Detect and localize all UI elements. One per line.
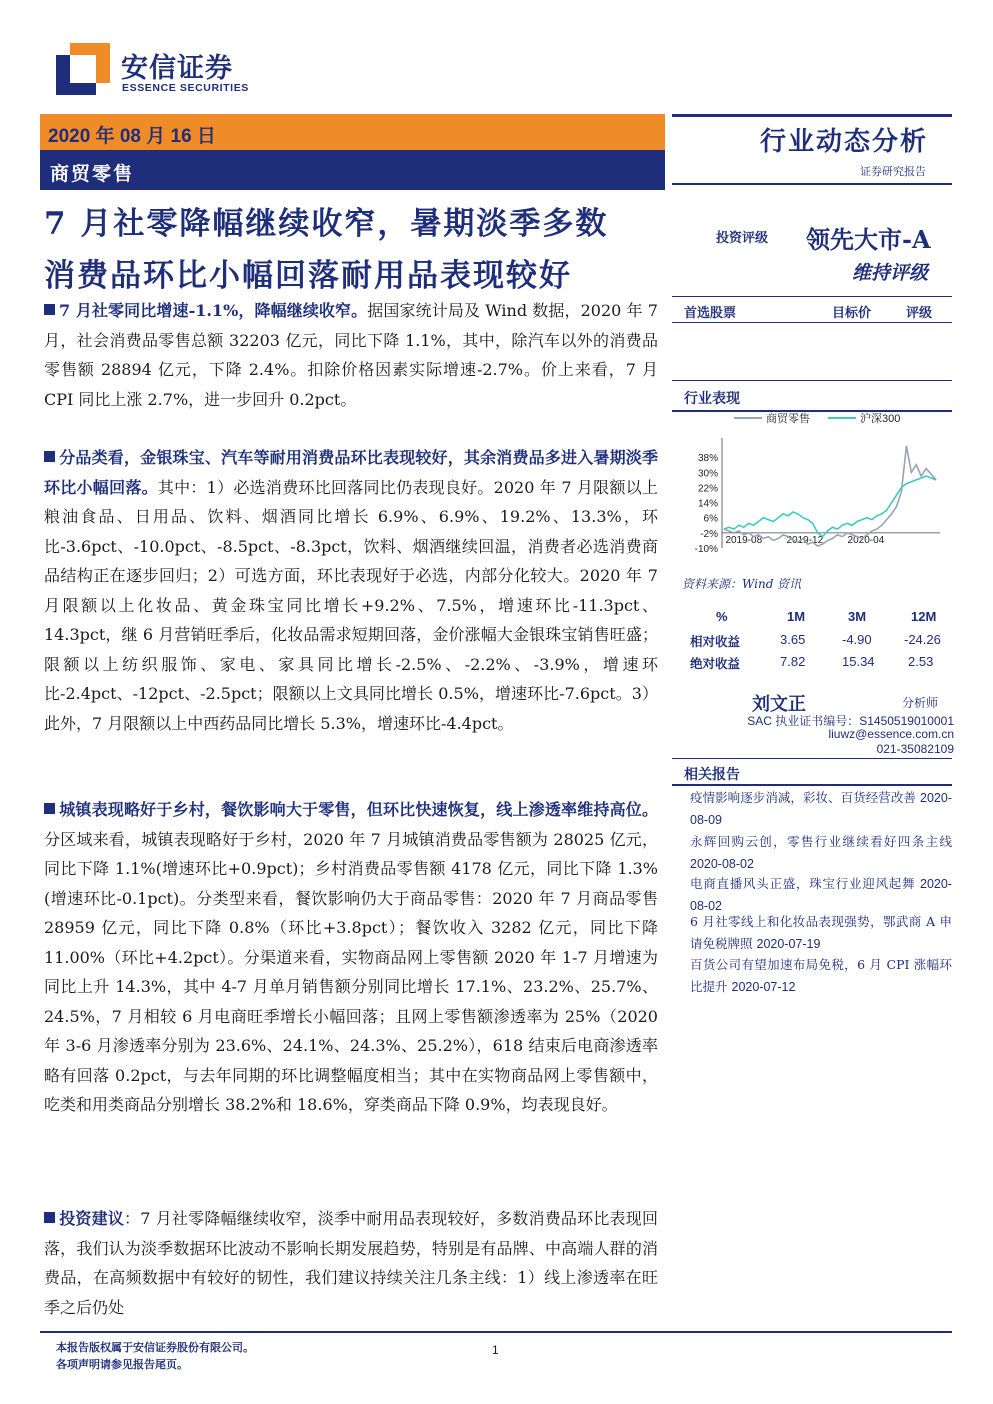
related-report-date: 2020-08-02 — [690, 857, 754, 871]
related-report-date: 2020-08-02 — [690, 877, 952, 913]
sector-name: 商贸零售 — [50, 163, 135, 185]
analyst-email[interactable]: liuwz@essence.com.cn — [828, 727, 954, 741]
footer-copyright: 本报告版权属于安信证券股份有限公司。 — [56, 1341, 254, 1354]
paragraph-text: 其中：1）必选消费环比回落同比仍表现良好。2020 年 7 月限额以上粮油食品、日用品、饮料、烟酒同比增长 6.9%、6.9%、19.2%、13.3%，环比-3.6pct、-10.0pct、-8.5pct、-8.3pct，饮料、烟酒继续回温，消费者必选消费商品结构正在逐步回归；2）可选方面，环比表现好于必选，内部分化较大。2020 年 7 月限额以上化妆品、黄金珠宝同比增长+9.2%、7.5%，增速环比-11.3pct、14.3pct，继 6 月营销旺季后，化妆品需求短期回落，金价涨幅大金银珠宝销售旺盛；限额以上纺织服饰、家电、家具同比增长-2.5%、-2.2%、-3.9%，增速环比-2.4pct、-12pct、-2.5pct；限额以上文具同比增长 0.5%，增速环比-7.6pct。3）此外，7 月限额以上中西药品同比增长 5.3%，增速环比-4.4pct。 — [44, 477, 658, 733]
related-report-title: 疫情影响逐步消减，彩妆、百货经营改善 — [690, 790, 916, 805]
bullet-square-icon — [44, 304, 55, 315]
report-title-line-2: 消费品环比小幅回落耐用品表现较好 — [44, 258, 572, 294]
related-report-item[interactable] — [690, 787, 952, 831]
returns-cell: -4.90 — [842, 632, 872, 647]
divider — [672, 784, 952, 786]
x-tick-label: 2019-08 — [725, 534, 763, 546]
y-tick-label: 30% — [697, 468, 718, 480]
x-tick-label: 2019-12 — [786, 534, 824, 546]
related-report-item[interactable] — [690, 954, 952, 998]
returns-row-label: 绝对收益 — [690, 656, 741, 671]
stocks-col-target: 目标价 — [832, 306, 872, 321]
related-report-date: 2020-08-09 — [690, 791, 952, 827]
divider — [672, 380, 952, 381]
related-report-date: 2020-07-12 — [731, 980, 796, 994]
rating-value: 领先大市-A — [806, 225, 931, 254]
paragraph-heading: 投资建议 — [59, 1209, 125, 1228]
footer-disclaimer: 各项声明请参见报告尾页。 — [56, 1358, 188, 1371]
body-paragraph-4 — [44, 1204, 658, 1322]
related-report-item[interactable] — [690, 911, 952, 955]
x-tick-label: 2020-04 — [847, 534, 885, 546]
y-tick-label: 38% — [697, 453, 718, 465]
returns-row-label: 相对收益 — [690, 634, 741, 649]
report-type: 行业动态分析 — [760, 127, 929, 157]
analyst-role: 分析师 — [902, 696, 939, 710]
related-report-title: 电商直播风头正盛，珠宝行业迎风起舞 — [690, 876, 916, 891]
paragraph-heading: 分品类看，金银珠宝、汽车等耐用消费品环比表现较好，其余消费品多进入暑期淡季环比小幅回落。 — [44, 448, 658, 497]
returns-cell: 3.65 — [780, 632, 806, 647]
divider — [672, 183, 952, 185]
paragraph-text: 据国家统计局及 Wind 数据，2020 年 7 月，社会消费品零售总额 32203 亿元，同比下降 1.1%，其中，除汽车以外的消费品零售额 28894 亿元，下降 2.4%。扣除价格因素实际增速-2.7%。价上来看，7 月 CPI 同比上涨 2.7%，进一步回升 0.2pct。 — [44, 301, 658, 409]
rating-action: 维持评级 — [852, 262, 929, 284]
related-report-title: 6 月社零线上和化妆品表现强势，鄂武商 A 申请免税牌照 — [690, 914, 952, 951]
report-subtype: 证券研究报告 — [860, 165, 926, 178]
divider — [672, 296, 952, 297]
paragraph-text: ：7 月社零降幅继续收窄，淡季中耐用品表现较好，多数消费品环比表现回落，我们认为淡季数据环比波动不影响长期发展趋势，特别是有品牌、中高端人群的消费品，在高频数据中有较好的韧性，我们建议持续关注几条主线：1）线上渗透率在旺季之后仍处 — [44, 1209, 658, 1317]
body-paragraph-2 — [44, 443, 658, 738]
rating-label: 投资评级 — [716, 231, 769, 246]
y-tick-label: 14% — [697, 498, 718, 510]
analyst-sac-number: SAC 执业证书编号：S1450519010001 — [747, 714, 954, 728]
stocks-col-rating: 评级 — [906, 306, 933, 321]
stocks-col-name: 首选股票 — [684, 306, 737, 321]
returns-cell: 2.53 — [908, 654, 934, 669]
divider — [672, 758, 952, 759]
series-line-1 — [724, 446, 936, 546]
performance-chart — [678, 408, 950, 568]
bullet-square-icon — [44, 451, 55, 462]
returns-header-1m: 1M — [787, 609, 806, 624]
divider — [672, 114, 952, 117]
performance-title: 行业表现 — [684, 391, 740, 407]
related-report-title: 百货公司有望加速布局免税，6 月 CPI 涨幅环比提升 — [690, 957, 952, 994]
body-paragraph-1 — [44, 296, 658, 414]
report-title-line-1: 7 月社零降幅继续收窄，暑期淡季多数 — [44, 206, 609, 242]
bullet-square-icon — [44, 803, 55, 814]
paragraph-heading: 7 月社零同比增速-1.1%，降幅继续收窄。 — [59, 301, 368, 320]
returns-header-3m: 3M — [848, 609, 867, 624]
returns-cell: 7.82 — [780, 654, 806, 669]
series-line-2 — [724, 476, 936, 536]
body-paragraph-3 — [44, 795, 658, 1120]
related-report-date: 2020-07-19 — [756, 937, 821, 951]
returns-header-unit: % — [716, 609, 728, 624]
page-number: 1 — [492, 1343, 499, 1357]
returns-cell: 15.34 — [842, 654, 875, 669]
divider — [672, 322, 952, 323]
bullet-square-icon — [44, 1212, 55, 1223]
logo-square-icon — [56, 43, 110, 95]
y-tick-label: -10% — [694, 544, 718, 555]
report-date: 2020 年 08 月 16 日 — [48, 126, 216, 147]
legend-label: 商贸零售 — [766, 413, 810, 425]
returns-header-12m: 12M — [911, 609, 937, 624]
related-report-item[interactable] — [690, 831, 952, 875]
returns-cell: -24.26 — [904, 632, 941, 647]
y-tick-label: -2% — [700, 528, 718, 540]
analyst-phone: 021-35082109 — [876, 742, 954, 756]
logo-english-name: ESSENCE SECURITIES — [122, 82, 249, 94]
footer-divider — [40, 1331, 952, 1333]
chart-source: 资料来源：Wind 资讯 — [682, 577, 802, 591]
y-tick-label: 22% — [697, 483, 718, 495]
paragraph-text: 分区域来看，城镇表现略好于乡村，2020 年 7 月城镇消费品零售额为 28025 亿元，同比下降 1.1%(增速环比+0.9pct)；乡村消费品零售额 4178 亿元，同比下降 1.3%(增速环比-0.1pct)。分类型来看，餐饮影响仍大于商品零售：2020 年 7 月商品零售 28959 亿元，同比下降 0.8%（环比+3.8pct）；餐饮收入 3282 亿元，同比下降 11.00%（环比+4.2pct）。分渠道来看，实物商品网上零售额 2020 年 1-7 月增速为同比上升 14.3%，其中 4-7 月单月销售额分别同比增长 17.1%、23.2%、25.7%、24.5%，7 月相较 6 月电商旺季增长小幅回落；且网上零售额渗透率为 25%（2020 年 3-6 月渗透率分别为 23.6%、24.1%、24.3%、25.2%），618 结束后电商渗透率略有回落 0.2pct，与去年同期的环比调整幅度相当；其中在实物商品网上零售额中，吃类和用类商品分别增长 38.2%和 18.6%，穿类商品下降 0.9%，均表现良好。 — [44, 829, 658, 1114]
related-report-title: 永辉回购云创，零售行业继续看好四条主线 — [690, 834, 952, 849]
analyst-name: 刘文正 — [752, 694, 806, 715]
related-reports-title: 相关报告 — [684, 767, 740, 783]
y-tick-label: 6% — [703, 513, 718, 525]
logo-name: 安信证券 — [121, 53, 233, 84]
paragraph-heading: 城镇表现略好于乡村，餐饮影响大于零售，但环比快速恢复，线上渗透率维持高位。 — [59, 800, 658, 819]
legend-label: 沪深300 — [860, 413, 901, 425]
